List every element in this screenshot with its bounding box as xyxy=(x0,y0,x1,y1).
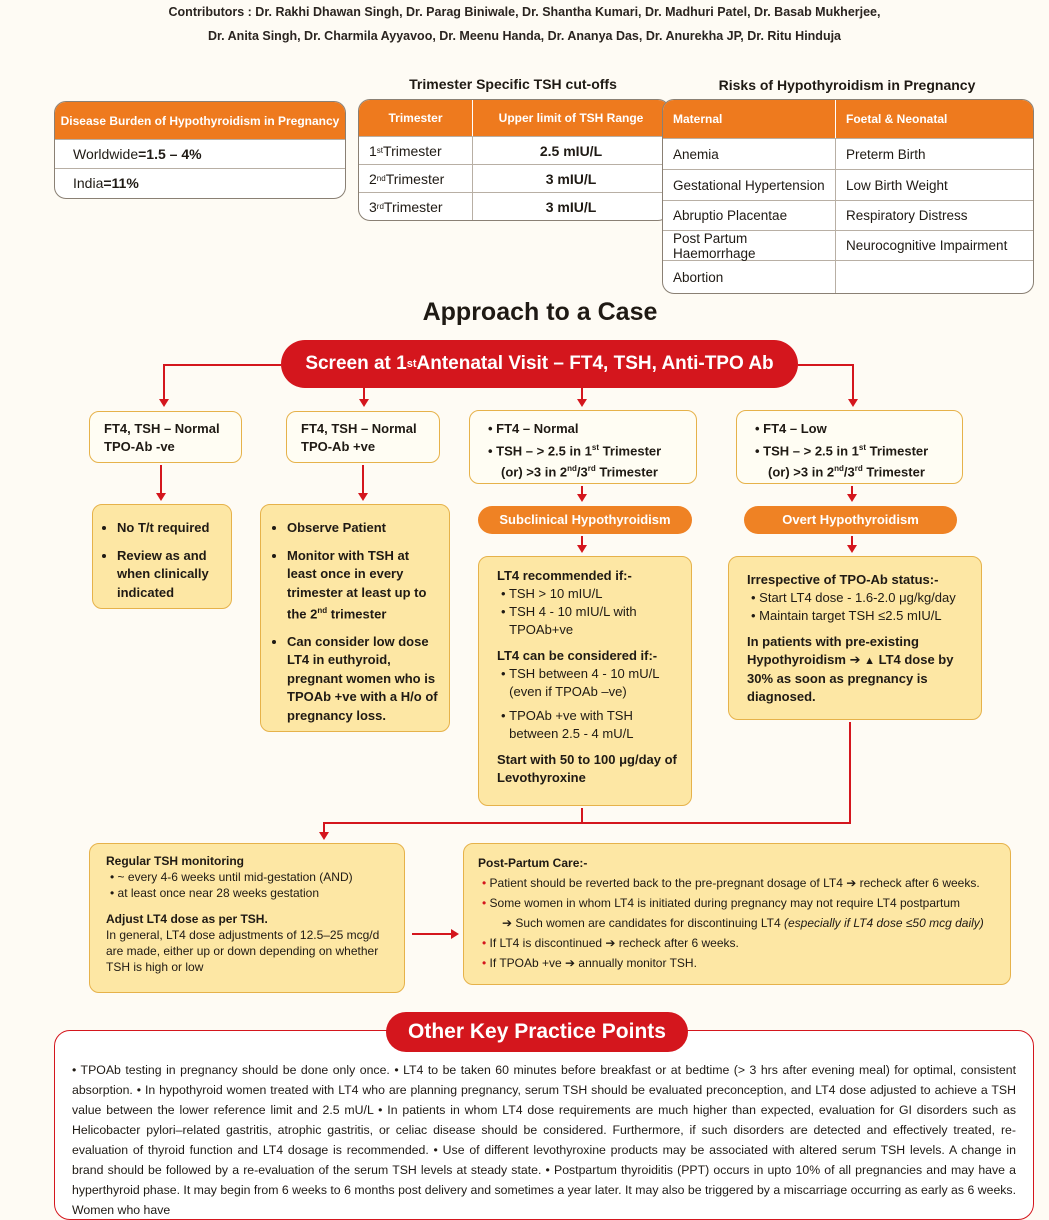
case-line xyxy=(488,460,686,482)
screen-text-sup: st xyxy=(406,358,417,370)
disease-burden-table xyxy=(54,101,346,199)
risks-row xyxy=(663,260,1033,294)
post-partum-text: If LT4 is discontinued ➔ recheck after 6 weeks. xyxy=(489,936,739,950)
arrow-down-icon xyxy=(358,493,368,501)
risk-foetal: Neurocognitive Impairment xyxy=(846,238,1008,253)
risks-row xyxy=(663,230,1033,260)
burden-row-worldwide xyxy=(55,139,345,168)
case-text: TSH – > 2.5 in 1 xyxy=(496,442,592,458)
risks-row xyxy=(663,200,1033,230)
overt-text: Start LT4 dose - 1.6-2.0 μg/kg/day xyxy=(759,590,956,605)
lt4-item: • TSH between 4 - 10 mU/L (even if TPOAb –ve) xyxy=(497,665,683,701)
adjust-heading: Adjust LT4 dose as per TSH. xyxy=(106,912,268,926)
key-points-text: • TPOAb testing in pregnancy should be done only once. • LT4 to be taken 60 minutes before breakfast or at bedtime (> 3 hrs after evening meal) for optimal, consistent absorption. • In hypothyroid women treated with LT4 who are planning pregnancy, serum TSH should be evaluated preconception, and LT4 dose adjusted to achieve a TSH value between the lower reference limit and 2.5 mU/L • In patients in whom LT4 dose requirements are much higher than expected, evaluation for GI disorders such as Helicobacter pylori–related gastritis, atrophic gastritis, or celiac disease should be considered. Furthermore, if such disorders are detected and effectively treated, re-evaluation of thyroid function and LT4 dosage is recommended. • Use of different levothyroxine products may be associated with altered serum TSH levels. A change in brand should be followed by a re-evaluation of the serum TSH levels at steady state. • Postpartum thyroiditis (PPT) occurs in upto 10% of all pregnancies and may have a hyperthyroid phase. It may begin from 6 weeks to 6 months post delivery and sometimes a year later. It may also be triggered by a miscarriage occurring as early as 6 weeks. Women who have xyxy=(72,1063,1016,1217)
treatment-item: • No T/t required xyxy=(117,519,223,538)
trimester-word: Trimester xyxy=(385,170,445,187)
arrow-right-icon: ➔ xyxy=(845,652,865,667)
case-text: /3 xyxy=(843,464,855,480)
connector-line xyxy=(581,808,583,823)
risk-maternal: Abruptio Placentae xyxy=(663,201,836,230)
screen-banner xyxy=(281,340,798,388)
risk-maternal: Post Partum Haemorrhage xyxy=(663,231,836,260)
trimester-num: 2 xyxy=(369,170,377,187)
case-text: Trimester xyxy=(866,442,929,458)
arrow-right-icon xyxy=(451,929,459,939)
case-line: TPO-Ab -ve xyxy=(104,439,175,454)
burden-row-india xyxy=(55,168,345,197)
observe-item: • Observe Patient xyxy=(287,519,441,538)
overt-hypothyroidism-pill: Overt Hypothyroidism xyxy=(744,506,957,534)
adjust-text: In general, LT4 dose adjustments of 12.5–25 mcg/d are made, either up or down depending on whether TSH is high or low xyxy=(106,928,380,974)
case-text: (or) >3 in 2 xyxy=(768,464,835,480)
post-partum-item: • Some women in whom LT4 is initiated during pregnancy may not require LT4 postpartum xyxy=(482,896,961,910)
note-text: In patients with pre-existing Hypothyroidism xyxy=(747,634,919,667)
connector-line xyxy=(163,364,281,366)
tsh-row xyxy=(359,192,669,220)
pre-existing-note xyxy=(747,633,973,706)
risk-foetal: Preterm Birth xyxy=(846,146,926,162)
burden-value: 11% xyxy=(111,175,139,191)
post-partum-care-box xyxy=(463,843,1011,985)
approach-title: Approach to a Case xyxy=(422,298,658,326)
trimester-sup: rd xyxy=(376,202,384,211)
tsh-table-title: Trimester Specific TSH cut-offs xyxy=(409,76,617,92)
connector-line xyxy=(852,364,854,401)
post-partum-heading: Post-Partum Care:- xyxy=(478,856,588,870)
post-partum-text: Patient should be reverted back to the pre-pregnant dosage of LT4 ➔ recheck after 6 weeks. xyxy=(489,876,980,890)
tsh-col-upper-limit: Upper limit of TSH Range xyxy=(498,111,644,125)
burden-eq: = xyxy=(103,175,112,191)
lt4-recommended-heading: LT4 recommended if:- xyxy=(497,568,632,583)
case-sup: st xyxy=(591,442,600,452)
case-text: Trimester xyxy=(862,464,925,480)
post-partum-text: If TPOAb +ve ➔ annually monitor TSH. xyxy=(489,956,697,970)
case-line: • FT4 – Normal xyxy=(488,421,579,436)
trimester-sup: nd xyxy=(376,174,386,183)
case-text: (or) >3 in 2 xyxy=(501,464,568,480)
case-line: • TSH – > 2.5 in 1st Trimester xyxy=(755,442,929,458)
tsh-monitoring-box xyxy=(89,843,405,993)
tsh-row xyxy=(359,136,669,164)
contributors-line-2: Dr. Anita Singh, Dr. Charmila Ayyavoo, Dr. Meenu Handa, Dr. Ananya Das, Dr. Anurekha JP, Dr. Ritu Hinduja xyxy=(207,29,842,43)
lt4-text: TSH 4 - 10 mIU/L with TPOAb+ve xyxy=(509,604,637,637)
overt-treatment-box xyxy=(728,556,982,720)
subclinical-hypothyroidism-pill: Subclinical Hypothyroidism xyxy=(478,506,692,534)
case-text: /3 xyxy=(576,464,588,480)
burden-eq: = xyxy=(138,146,147,162)
case-text: TSH – > 2.5 in 1 xyxy=(763,442,859,458)
monitoring-item: • at least once near 28 weeks gestation xyxy=(110,886,320,900)
arrow-up-icon: ▲ xyxy=(864,655,875,667)
risk-maternal: Gestational Hypertension xyxy=(663,170,836,200)
case-text: FT4 – Low xyxy=(763,421,827,436)
lt4-considered-heading: LT4 can be considered if:- xyxy=(497,648,658,663)
connector-line xyxy=(798,364,854,366)
case-text: FT4 – Normal xyxy=(496,421,579,436)
burden-value: 1.5 – 4% xyxy=(146,146,202,162)
risks-row xyxy=(663,138,1033,169)
post-partum-text: ➔ Such women are candidates for discontinuing LT4 xyxy=(502,916,781,930)
tsh-col-trimester: Trimester xyxy=(359,100,473,136)
observe-patient-box xyxy=(260,504,450,732)
case-box-ft4-low xyxy=(736,410,963,484)
connector-line xyxy=(849,722,851,823)
arrow-down-icon xyxy=(159,399,169,407)
case-sup: st xyxy=(858,442,867,452)
screen-text-pre: Screen at 1 xyxy=(305,353,407,374)
no-treatment-box xyxy=(92,504,232,609)
risks-col-foetal: Foetal & Neonatal xyxy=(846,112,948,126)
risks-table xyxy=(662,99,1034,294)
connector-line xyxy=(160,465,162,495)
case-box-normal-tpo-positive xyxy=(286,411,440,463)
tsh-value: 3 mIU/L xyxy=(545,170,597,187)
lt4-item: • TSH 4 - 10 mIU/L with TPOAb+ve xyxy=(497,603,683,639)
lt4-text: TSH between 4 - 10 mU/L (even if TPOAb –ve) xyxy=(509,666,659,699)
case-sup: nd xyxy=(834,464,844,474)
screen-text-post: Antenatal Visit – FT4, TSH, Anti-TPO Ab xyxy=(416,353,774,374)
observe-text: Monitor with TSH at least once in every trimester at least up to the 2 xyxy=(287,547,427,622)
risk-maternal: Anemia xyxy=(663,139,836,169)
trimester-sup: st xyxy=(376,146,384,155)
key-points-title: Other Key Practice Points xyxy=(386,1012,688,1052)
case-text: Trimester xyxy=(595,464,658,480)
case-line: • FT4 – Low xyxy=(755,421,827,436)
case-box-ft4-normal xyxy=(469,410,697,484)
monitoring-text: at least once near 28 weeks gestation xyxy=(117,886,320,900)
case-sup: rd xyxy=(854,464,863,474)
arrow-down-icon xyxy=(359,399,369,407)
disease-burden-header: Disease Burden of Hypothyroidism in Pregnancy xyxy=(55,102,345,139)
trimester-num: 3 xyxy=(369,198,377,215)
connector-line xyxy=(412,933,452,935)
risks-table-title: Risks of Hypothyroidism in Pregnancy xyxy=(718,77,976,93)
lt4-text: TPOAb +ve with TSH between 2.5 - 4 mU/L xyxy=(509,708,634,741)
tsh-row xyxy=(359,164,669,192)
case-line: FT4, TSH – Normal xyxy=(104,421,220,436)
treatment-item: • Review as and when clinically indicated xyxy=(117,547,223,603)
risks-row xyxy=(663,169,1033,200)
case-line: TPO-Ab +ve xyxy=(301,439,376,454)
arrow-down-icon xyxy=(847,494,857,502)
monitoring-item: • ~ every 4-6 weeks until mid-gestation (AND) xyxy=(110,870,353,884)
subclinical-treatment-box xyxy=(478,556,692,806)
tsh-cutoff-table xyxy=(358,99,670,221)
arrow-down-icon xyxy=(577,494,587,502)
post-partum-item xyxy=(478,913,1002,933)
post-partum-item: • Patient should be reverted back to the pre-pregnant dosage of LT4 ➔ recheck after 6 weeks. xyxy=(482,876,980,890)
arrow-down-icon xyxy=(847,545,857,553)
arrow-down-icon xyxy=(156,493,166,501)
risks-col-maternal: Maternal xyxy=(663,100,836,138)
risk-foetal: Respiratory Distress xyxy=(846,208,968,223)
post-partum-note: (especially if LT4 dose ≤50 mcg daily) xyxy=(780,916,984,930)
arrow-down-icon xyxy=(319,832,329,840)
risk-foetal xyxy=(836,261,1033,294)
case-sup: rd xyxy=(587,464,596,474)
post-partum-item: • If TPOAb +ve ➔ annually monitor TSH. xyxy=(482,956,697,970)
post-partum-item: • If LT4 is discontinued ➔ recheck after 6 weeks. xyxy=(482,936,739,950)
arrow-down-icon xyxy=(577,545,587,553)
monitoring-text: ~ every 4-6 weeks until mid-gestation (AND) xyxy=(117,870,353,884)
tsh-value: 2.5 mIU/L xyxy=(539,142,603,159)
overt-item: • Maintain target TSH ≤2.5 mIU/L xyxy=(751,608,942,623)
lt4-start-dose: Start with 50 to 100 μg/day of Levothyroxine xyxy=(497,752,677,785)
case-line: • TSH – > 2.5 in 1st Trimester xyxy=(488,442,662,458)
burden-label: Worldwide xyxy=(73,146,139,162)
trimester-word: Trimester xyxy=(383,142,442,159)
case-box-normal-tpo-negative xyxy=(89,411,242,463)
case-text: Trimester xyxy=(599,442,662,458)
arrow-down-icon xyxy=(848,399,858,407)
case-line: FT4, TSH – Normal xyxy=(301,421,417,436)
observe-sup: nd xyxy=(317,606,328,615)
connector-line xyxy=(323,822,851,824)
contributors-line-1: Contributors : Dr. Rakhi Dhawan Singh, Dr. Parag Biniwale, Dr. Shantha Kumari, Dr. Madhuri Patel, Dr. Basab Mukherjee, xyxy=(168,5,881,19)
arrow-down-icon xyxy=(577,399,587,407)
lt4-item: • TPOAb +ve with TSH between 2.5 - 4 mU/L xyxy=(497,707,683,743)
risk-maternal: Abortion xyxy=(663,261,836,294)
trimester-word: Trimester xyxy=(383,198,443,215)
burden-label: India xyxy=(73,175,104,191)
overt-item: • Start LT4 dose - 1.6-2.0 μg/kg/day xyxy=(751,590,956,605)
case-line xyxy=(755,460,952,482)
connector-line xyxy=(362,465,364,495)
trimester-num: 1 xyxy=(369,142,377,159)
overt-text: Maintain target TSH ≤2.5 mIU/L xyxy=(759,608,942,623)
observe-item xyxy=(287,547,441,624)
lt4-text: TSH > 10 mIU/L xyxy=(508,586,603,601)
connector-line xyxy=(163,364,165,401)
tsh-value: 3 mIU/L xyxy=(545,198,597,215)
post-partum-text: Some women in whom LT4 is initiated during pregnancy may not require LT4 postpartum xyxy=(489,896,961,910)
observe-item: • Can consider low dose LT4 in euthyroid, pregnant women who is TPOAb +ve with a H/o of pregnancy loss. xyxy=(287,633,441,726)
risk-foetal: Low Birth Weight xyxy=(846,177,948,193)
observe-text: trimester xyxy=(327,606,387,622)
case-sup: nd xyxy=(567,464,577,474)
tpo-status-heading: Irrespective of TPO-Ab status:- xyxy=(747,572,939,587)
note-text: LT4 dose by 30% as soon as pregnancy is diagnosed. xyxy=(747,652,954,704)
monitoring-heading: Regular TSH monitoring xyxy=(106,854,244,868)
lt4-item: • TSH > 10 mIU/L xyxy=(501,586,603,601)
